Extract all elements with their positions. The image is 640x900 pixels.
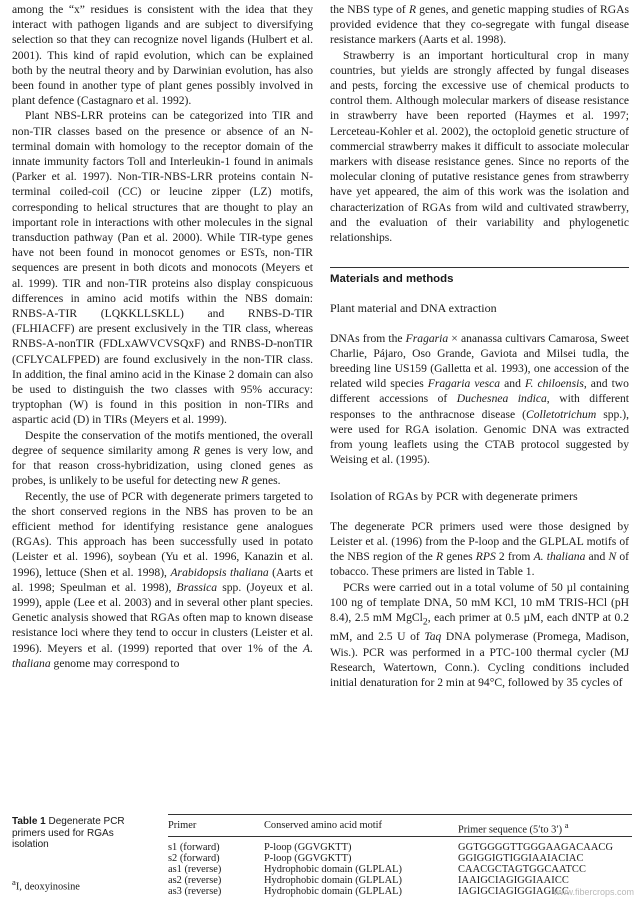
body-paragraph: Recently, the use of PCR with degenerate primers targeted to the short conserved regions in the NBS has proven to be an efficient method for identifying resistance gene analogues (RGAs). This approach has been successfully used in potato (Leister et al. 1996), soybean (Yu et al. 1996, Kanazin et al. 1996), lettuce (Shen et al. 1998), Arabidopsis thaliana (Aarts et al. 1998; Speulman et al. 1998), Brassica spp. (Joyeux et al. 1999), apple (Lee et al. 2003) and in several other plant species. Genetic analysis showed that RGAs often map to known disease resistance loci where they tend to occur in clusters (Leister et al. 1996). Meyers et al. (1999) reported that over 1% of the A. thaliana genome may correspond to [12, 489, 314, 670]
left-column [12, 2, 313, 671]
table-footnote: $^a$I, deoxyinosine [12, 877, 80, 893]
body-paragraph: DNAs from the Fragaria × ananassa cultivars Camarosa, Sweet Charlie, Pájaro, Oso Grande, Gaviota and Milsei tudla, the breeding line US159 (Galletta et al. 1993), one accession of the related wild species Fragaria vesca and F. chiloensis, and two different accessions of Duchesnea indica, with different responses to the anthracnose disease (Colletotrichum spp.), were used for RGA isolation. Genomic DNA was extracted from young leaflets using the CTAB protocol suggested by Weising et al. (1995). [330, 331, 630, 467]
table-header-sequence: Primer sequence (5′to 3′) $^a$ [458, 820, 569, 836]
body-paragraph: the NBS type of R genes, and genetic mapping studies of RGAs provided evidence that they co-segregate with fungal disease resistance markers (Aarts et al. 1998). [330, 3, 629, 47]
table-cell: CAACGCTAGTGGCAATCC [458, 864, 586, 875]
table-cell: Hydrophobic domain (GLPLAL) [264, 875, 402, 886]
table-header-motif: Conserved amino acid motif [264, 820, 383, 831]
table-caption-label: Table 1 [12, 816, 46, 827]
table-cell: s2 (forward) [168, 853, 220, 864]
table-cell: as3 (reverse) [168, 886, 222, 897]
table-cell: Hydrophobic domain (GLPLAL) [264, 864, 402, 875]
table-cell: GGIGGIGTIGGIAAIACIAC [458, 853, 584, 864]
table-cell: P-loop (GGVGKTT) [264, 842, 352, 853]
body-paragraph: The degenerate PCR primers used were those designed by Leister et al. (1996) from the P-loop and the GLPLAL motifs of the NBS region of the R genes RPS 2 from A. thaliana and N of tobacco. These primers are listed in Table 1. [330, 519, 629, 579]
table-caption-text: Degenerate PCR primers used for RGAs isolation [12, 816, 125, 850]
subsection-heading: Isolation of RGAs by PCR with degenerate primers [330, 489, 578, 504]
table-cell: as1 (reverse) [168, 864, 222, 875]
table-cell: P-loop (GGVGKTT) [264, 853, 352, 864]
body-paragraph: among the “x” residues is consistent with the idea that they interact with pathogen ligands and are subject to diversifying selection so that they can recognize novel ligands (Hulbert et al. 2001). This kind of rapid evolution, which can be explained both by the neutral theory and by Darwinian evolution, has also been found in another type of plant genes possibly involved in plant defence (Castagnaro et al. 1992). [12, 3, 313, 108]
watermark-text: www.fibercrops.com [553, 887, 634, 897]
table-cell: s1 (forward) [168, 842, 220, 853]
body-paragraph: Plant NBS-LRR proteins can be categorized into TIR and non-TIR classes based on the presence or absence of an N-terminal domain with homology to the receptor domain of the innate immunity factors Toll and Interleukin-1 found in animals (Parker et al. 1997). Non-TIR-NBS-LRR proteins contain N-terminal coiled-coil (CC) or leucine zipper (LZ) motifs, corresponding to helical structures that are thought to play an important role in interactions with other molecules in the signal transduction pathway (Pan et al. 2000). While TIR-type genes have not been found in monocot genomes or ESTs, non-TIR sequences are present in both dicots and monocots (Meyers et al. 1999). TIR and non-TIR proteins also display conspicuous differences in amino acid motifs within the NBS domain: RNBS-A-TIR (LQKKLLSKLL) and RNBS-D-TIR (FLHIACFF) are present exclusively in the TIR class, whereas RNBS-A-nonTIR (FDLxAWVCVSQxF) and RNBS-D-nonTIR (CFLYCALFPED) are found exclusively in the non-TIR class. In addition, the final amino acid in the Kinase 2 domain can also be used to distinguish the two classes with 95% accuracy: tryptophan (W) is found in this position in non-TIRs and aspartic acid (D) in TIRs (Meyers et al. 1999). [12, 109, 313, 427]
table-cell: IAGIGCIAGIGGIAGICC [458, 886, 569, 897]
right-column [330, 2, 629, 690]
body-paragraph: Despite the conservation of the motifs mentioned, the overall degree of sequence similarity among R genes is very low, and for that reason cross-hybridization, using cloned genes as probes, is unlikely to be useful for detecting new R genes. [12, 428, 313, 488]
table-cell: GGTGGGGTTGGGAAGACAACG [458, 842, 614, 853]
table-cell: Hydrophobic domain (GLPLAL) [264, 886, 402, 897]
table-cell: as2 (reverse) [168, 875, 222, 886]
body-paragraph: Strawberry is an important horticultural crop in many countries, but yields are strongly affected by fungal diseases and pests, forcing the excessive use of chemical products to control them. Although molecular markers of disease resistance in strawberry have been reported (Haymes et al. 1997; Lerceteau-Kohler et al. 2002), the octoploid genetic structure of commercial strawberry makes it difficult to associate molecular markers with disease resistance genes. Since no reports of the molecular cloning of putative resistance genes from strawberry have yet appeared, the aim of this work was the isolation and characterization of RGAs from wild and cultivated strawberry, and the evaluation of their variability and phylogenetic relationships. [330, 48, 629, 245]
section-heading: Materials and methods [330, 273, 454, 286]
subsection-heading: Plant material and DNA extraction [330, 301, 497, 316]
body-paragraph: PCRs were carried out in a total volume of 50 µl containing 100 ng of template DNA, 50 mM KCl, 10 mM TRIS-HCl (pH 8.4), 2.5 mM MgCl$_2$, each primer at 0.5 µM, each dNTP at 0.2 mM, and 2.5 U of Taq DNA polymerase (Promega, Madison, Wis.). PCR was performed in a PTC-100 thermal cycler (MJ Research, Watertown, Conn.). Cycling conditions included initial denaturation for 2 min at 94°C, followed by 35 cycles of [330, 580, 630, 690]
table-header-primer: Primer [168, 820, 197, 831]
table-caption [12, 816, 152, 851]
table-cell: IAAIGCIAGIGGIAAICC [458, 875, 569, 886]
